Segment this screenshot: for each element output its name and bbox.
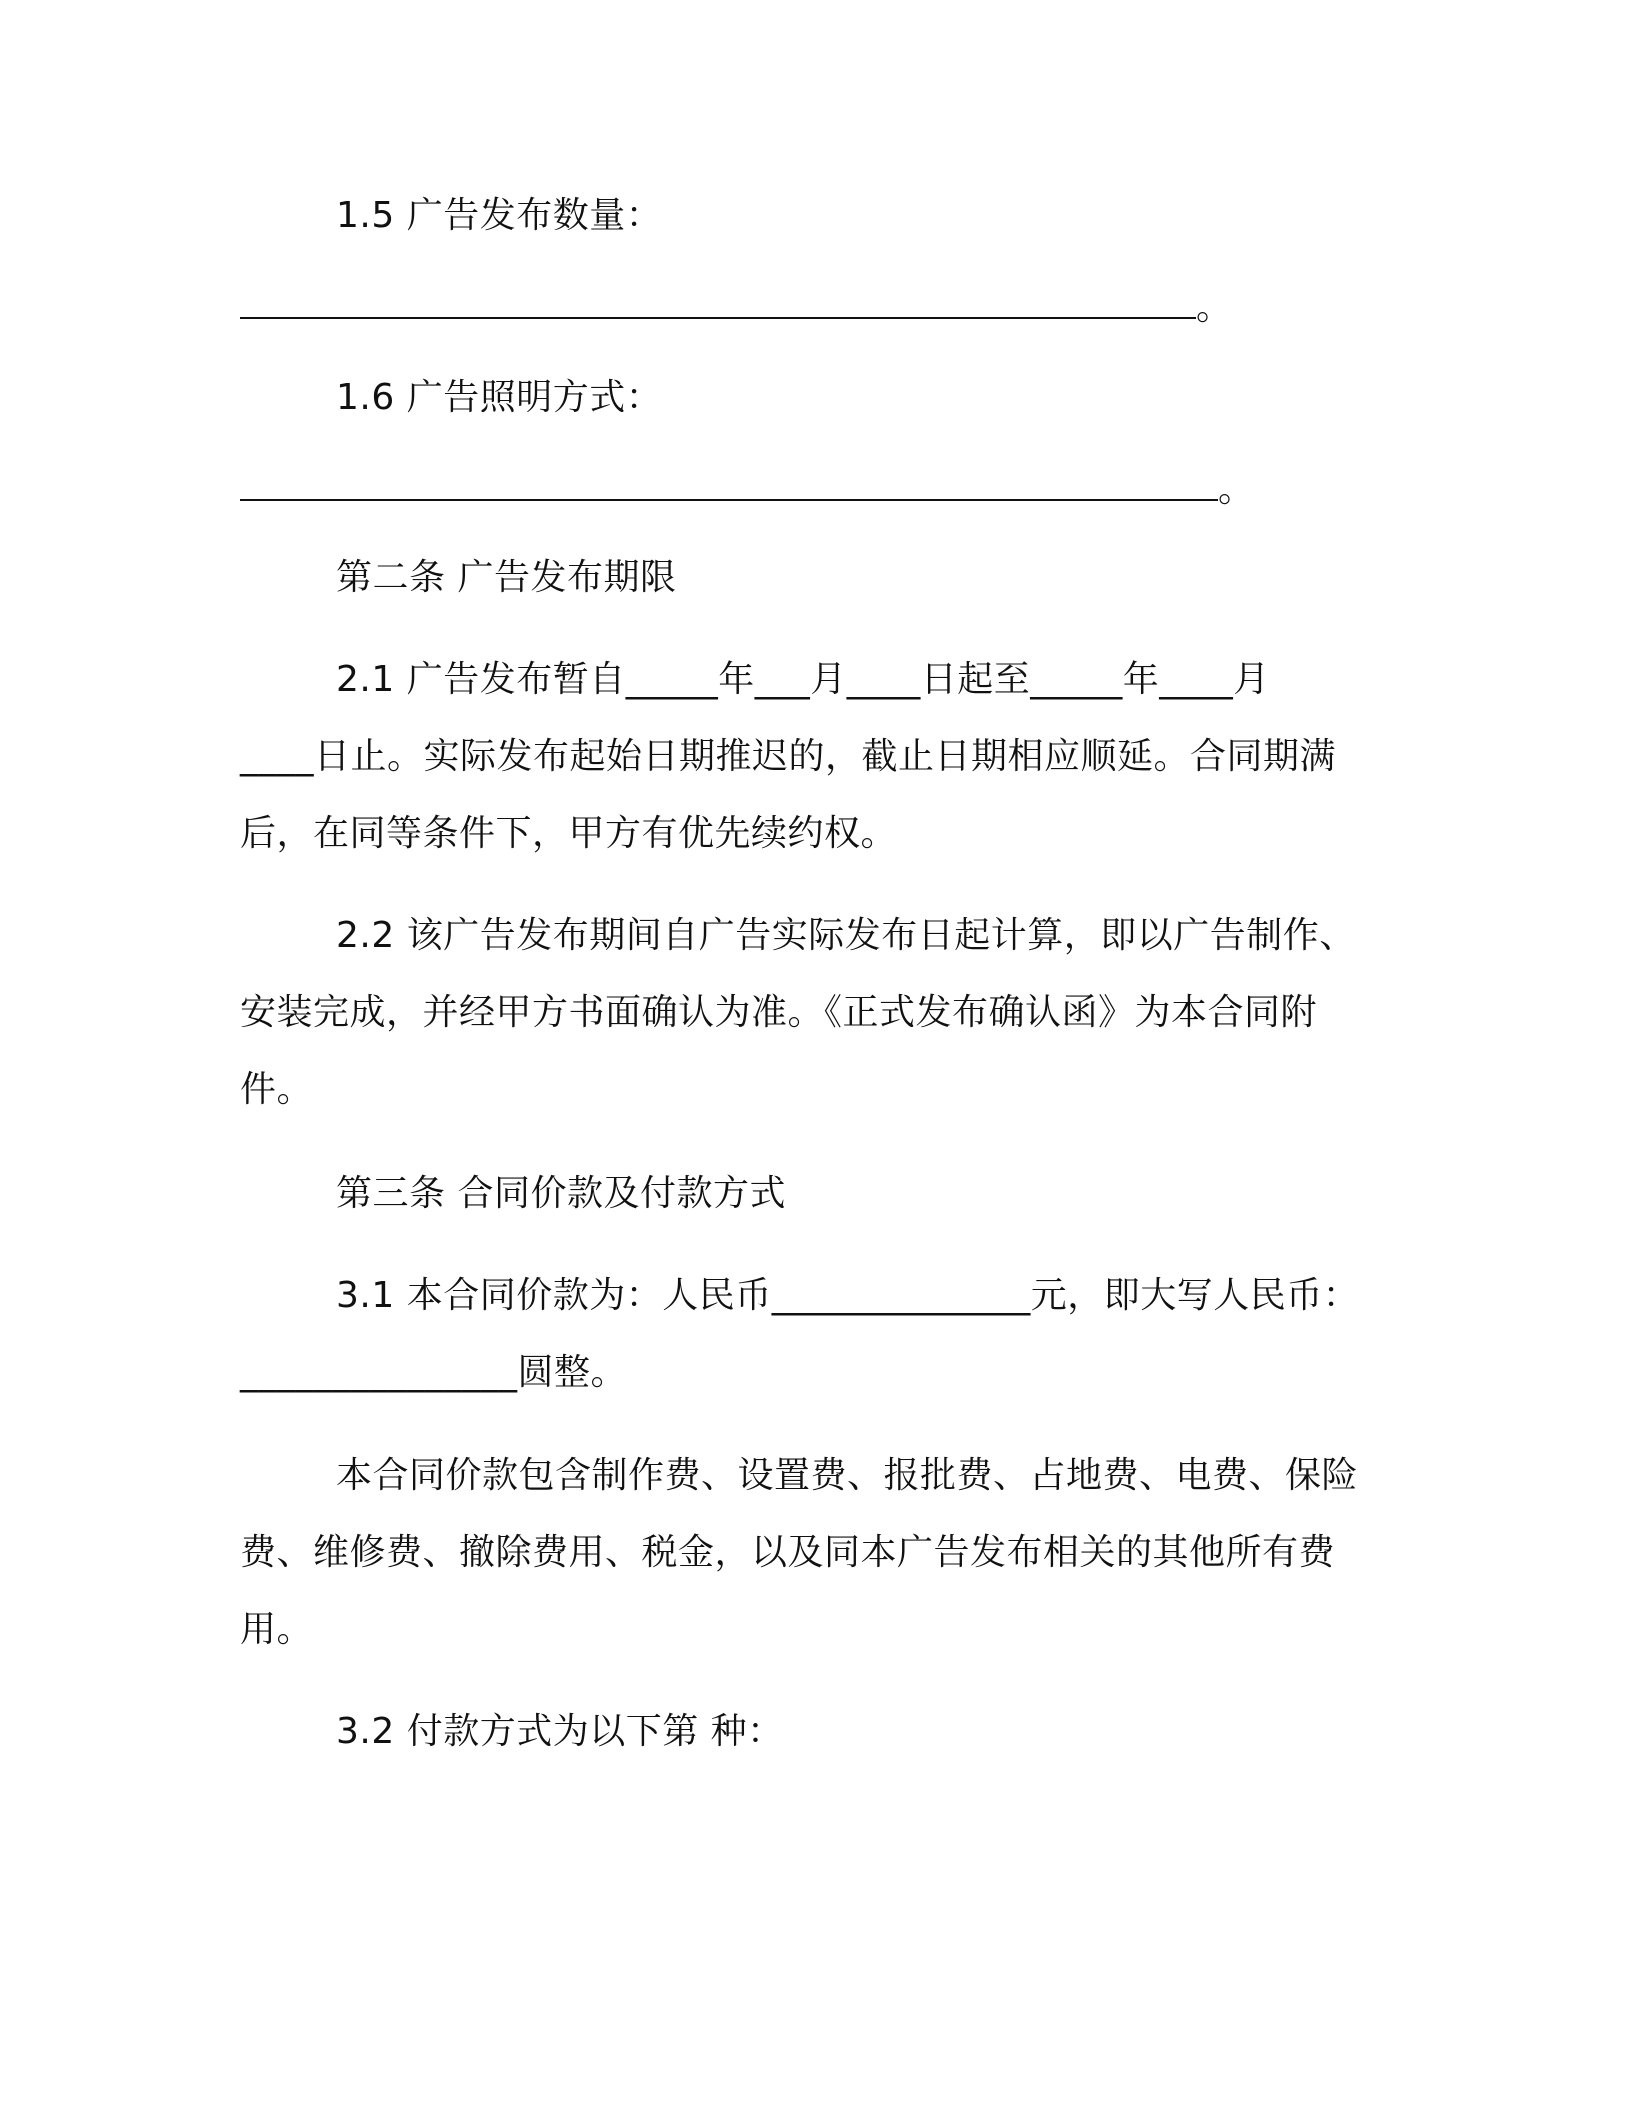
clause-2-1-line-1: 2.1 广告发布暂自_____年___月____日起至_____年____月 [336, 659, 1270, 700]
clause-2-2-line-3: 件。 [240, 1069, 314, 1110]
clause-1-6: 1.6 广告照明方式： [336, 377, 663, 418]
price-scope-line-3: 用。 [240, 1609, 314, 1650]
clause-3-1-line-1: 3.1 本合同价款为：人民币______________元，即大写人民币： [336, 1275, 1360, 1316]
period: 。 [1218, 469, 1255, 510]
clause-3-2: 3.2 付款方式为以下第 种： [336, 1711, 784, 1752]
fill-in-rule [240, 287, 1196, 319]
clause-2-1-line-2: ____日止。实际发布起始日期推迟的，截止日期相应顺延。合同期满 [240, 736, 1337, 777]
price-scope-line-1: 本合同价款包含制作费、设置费、报批费、占地费、电费、保险 [336, 1455, 1359, 1496]
blank-line-1-5 [240, 287, 1232, 328]
clause-2-1-line-3: 后，在同等条件下，甲方有优先续约权。 [240, 813, 898, 854]
article-2-heading: 第二条 广告发布期限 [336, 557, 677, 598]
blank-line-1-6 [240, 469, 1254, 510]
clause-2-2-line-1: 2.2 该广告发布期间自广告实际发布日起计算，即以广告制作、 [336, 915, 1356, 956]
period: 。 [1196, 287, 1233, 328]
price-scope-line-2: 费、维修费、撤除费用、税金，以及同本广告发布相关的其他所有费 [240, 1532, 1336, 1573]
clause-1-5: 1.5 广告发布数量： [336, 195, 663, 236]
clause-3-1-line-2: _______________圆整。 [240, 1352, 628, 1393]
article-3-heading: 第三条 合同价款及付款方式 [336, 1173, 786, 1214]
clause-2-2-line-2: 安装完成，并经甲方书面确认为准。《正式发布确认函》为本合同附 [240, 992, 1318, 1033]
fill-in-rule [240, 469, 1218, 501]
